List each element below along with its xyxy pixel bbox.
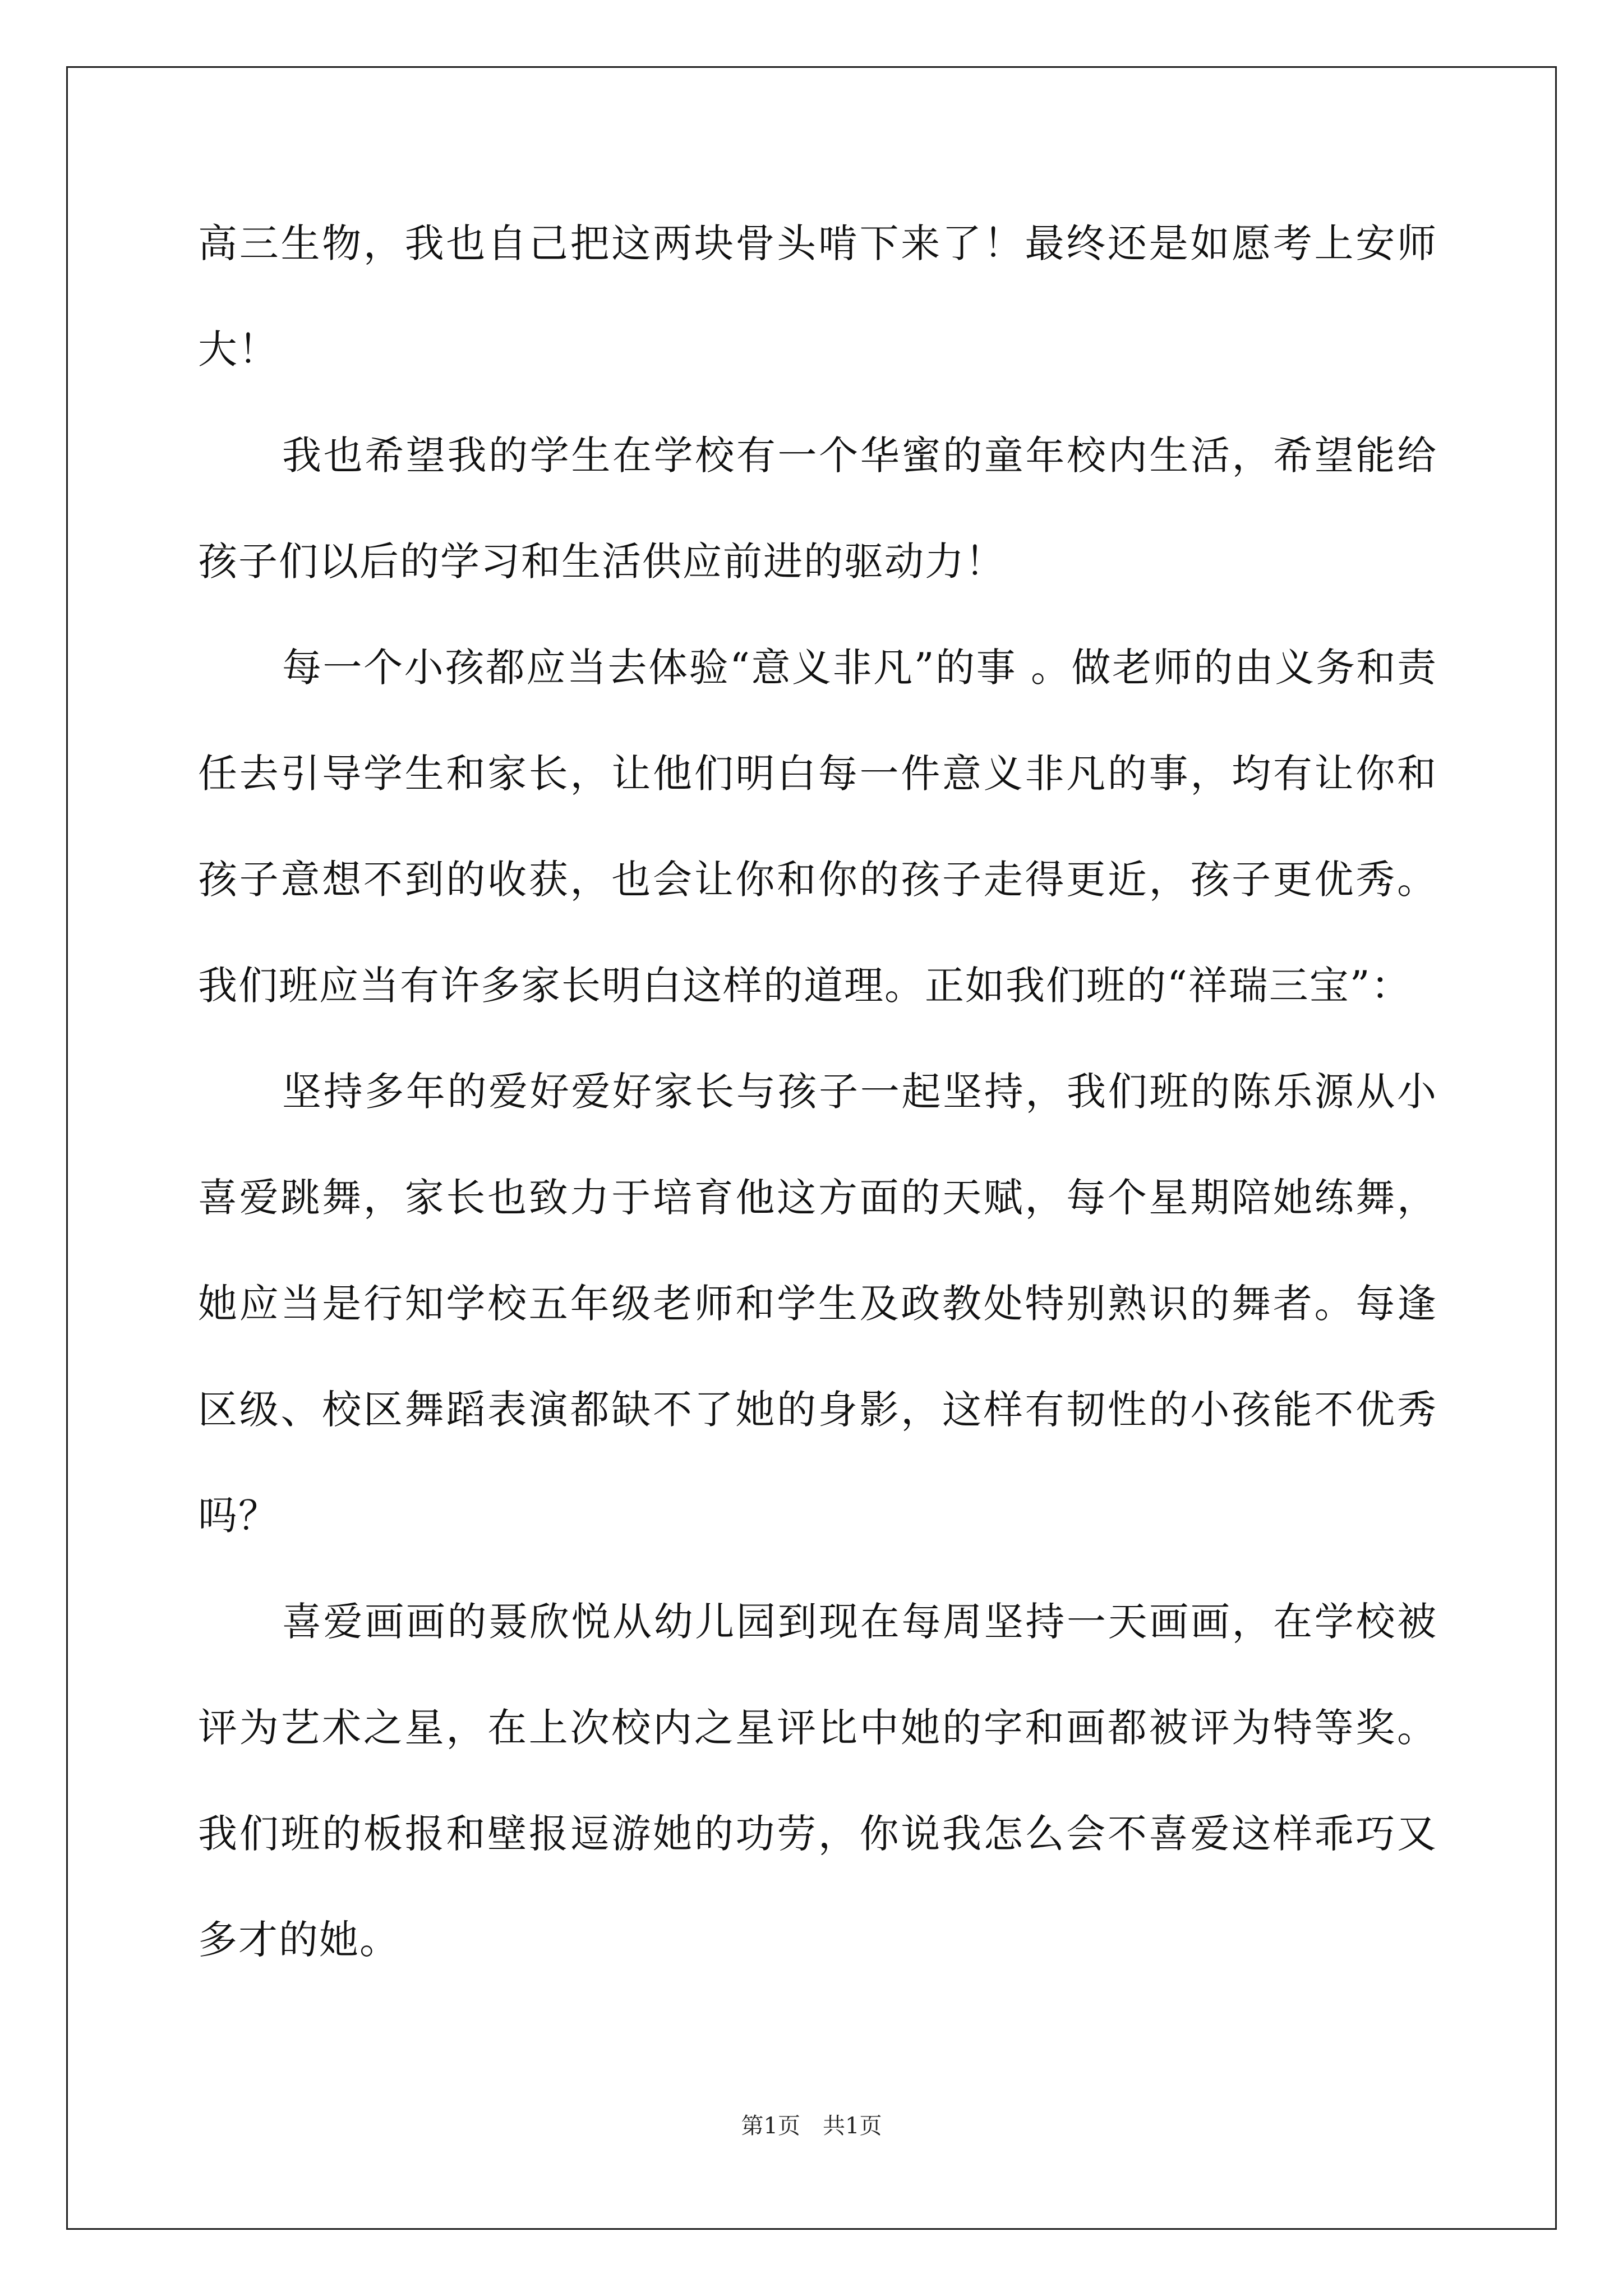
document-body bbox=[198, 191, 1437, 1993]
paragraph-5: 喜爱画画的聂欣悦从幼儿园到现在每周坚持一天画画，在学校被评为艺术之星，在上次校内之星评比中她的字和画都被评为特等奖。我们班的板报和壁报逗游她的功劳，你说我怎么会不喜爱这样乖巧又多才的她。 bbox=[198, 1599, 1437, 1963]
page-number-footer: 第1页 共1页 bbox=[741, 2113, 882, 2139]
paragraph-3: 每一个小孩都应当去体验“意义非凡”的事 。做老师的由义务和责任去引导学生和家长，让他们明白每一件意义非凡的事，均有让你和孩子意想不到的收获，也会让你和你的孩子走得更近，孩子更优秀。我们班应当有许多家长明白这样的道理。正如我们班的“祥瑞三宝”： bbox=[198, 645, 1437, 1009]
paragraph-2: 我也希望我的学生在学校有一个华蜜的童年校内生活，希望能给孩子们以后的学习和生活供应前进的驱动力！ bbox=[198, 432, 1437, 585]
paragraph-1: 高三生物，我也自己把这两块骨头啃下来了！最终还是如愿考上安师大！ bbox=[198, 220, 1437, 372]
paragraph-4: 坚持多年的爱好爱好家长与孩子一起坚持，我们班的陈乐源从小喜爱跳舞，家长也致力于培育他这方面的天赋，每个星期陪她练舞，她应当是行知学校五年级老师和学生及政教处特别熟识的舞者。每逢区级、校区舞蹈表演都缺不了她的身影，这样有韧性的小孩能不优秀吗？ bbox=[198, 1069, 1437, 1539]
